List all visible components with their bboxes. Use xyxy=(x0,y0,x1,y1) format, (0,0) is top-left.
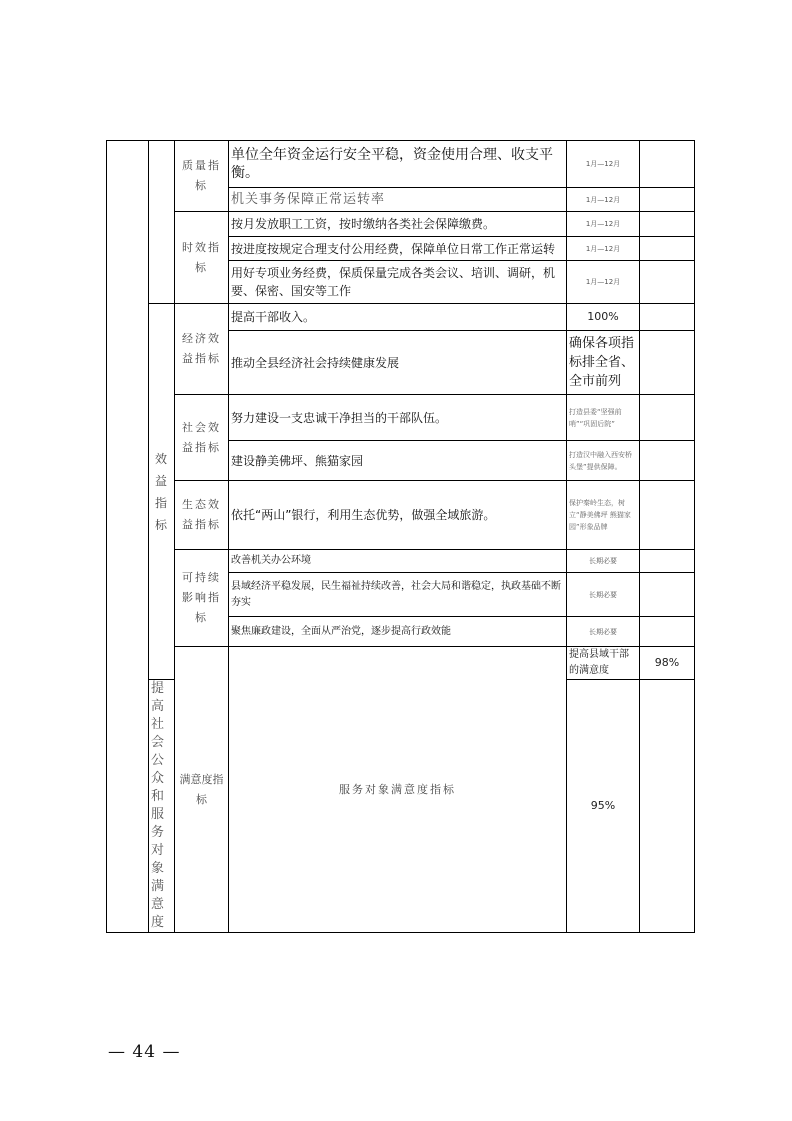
blank-cell xyxy=(640,188,695,212)
blank-cell xyxy=(640,395,695,441)
outer-blank-column xyxy=(107,141,149,933)
indicator-content: 按月发放职工工资，按时缴纳各类社会保障缴费。 xyxy=(229,212,567,237)
indicator-content: 努力建设一支忠诚干净担当的干部队伍。 xyxy=(229,395,567,441)
indicator-value: 长期必要 xyxy=(567,550,640,573)
blank-cell xyxy=(640,481,695,550)
ecological-benefit-label: 生态效益指标 xyxy=(175,481,229,550)
indicator-value: 100% xyxy=(567,304,640,331)
indicator-value: 保护秦岭生态，树立“静美佛坪 熊猫家园”形象品牌 xyxy=(567,481,640,550)
indicator-content: 提高社会公众和服务对象满意度 xyxy=(149,680,175,933)
indicator-value: 1月—12月 xyxy=(567,141,640,188)
table-row xyxy=(107,481,695,550)
blank-cell xyxy=(640,550,695,573)
page-number: — 44 — xyxy=(108,1042,181,1062)
table-row xyxy=(107,647,695,680)
indicator-content: 提高干部收入。 xyxy=(229,304,567,331)
blank-cell xyxy=(640,237,695,261)
blank-cell xyxy=(640,141,695,188)
indicator-content: 建设静美佛坪、熊猫家园 xyxy=(229,441,567,481)
table-row xyxy=(107,395,695,441)
indicator-value: 98% xyxy=(640,647,695,680)
indicator-value: 打造汉中融入西安桥头堡”提供保障。 xyxy=(567,441,640,481)
indicator-value: 95% xyxy=(567,680,640,933)
satisfaction-indicator-label: 满意度指标 xyxy=(175,647,229,933)
indicator-content: 单位全年资金运行安全平稳，资金使用合理、收支平衡。 xyxy=(229,141,567,188)
economic-benefit-label: 经济效益指标 xyxy=(175,304,229,395)
service-satisfaction-label: 服务对象满意度指标 xyxy=(229,647,567,933)
blank-cell xyxy=(640,680,695,933)
blank-cell xyxy=(640,441,695,481)
performance-indicator-table xyxy=(106,140,695,933)
table-row xyxy=(107,550,695,573)
social-benefit-label: 社会效益指标 xyxy=(175,395,229,481)
indicator-value: 1月—12月 xyxy=(567,212,640,237)
quality-indicator-label: 质量指标 xyxy=(175,141,229,212)
indicator-content: 依托“两山”银行，利用生态优势，做强全域旅游。 xyxy=(229,481,567,550)
indicator-content: 按进度按规定合理支付公用经费，保障单位日常工作正常运转 xyxy=(229,237,567,261)
indicator-content: 改善机关办公环境 xyxy=(229,550,567,573)
indicator-value: 打造县委“坚强前哨”“巩固后院” xyxy=(567,395,640,441)
blank-cell xyxy=(640,261,695,304)
blank-cell xyxy=(640,617,695,647)
timeliness-indicator-label: 时效指标 xyxy=(175,212,229,304)
benefit-indicator-label: 效益指标 xyxy=(149,304,175,680)
blank-cell xyxy=(640,212,695,237)
indicator-value: 1月—12月 xyxy=(567,261,640,304)
blank-cell xyxy=(640,304,695,331)
indicator-value: 确保各项指标排全省、全市前列 xyxy=(567,331,640,395)
sustainable-impact-label: 可持续影响指标 xyxy=(175,550,229,647)
indicator-content: 提高县域干部的满意度 xyxy=(567,647,640,680)
indicator-content: 用好专项业务经费，保质保量完成各类会议、培训、调研，机要、保密、国安等工作 xyxy=(229,261,567,304)
table-row xyxy=(107,141,695,188)
blank-cell xyxy=(640,573,695,617)
table-row xyxy=(107,212,695,237)
indicator-value: 长期必要 xyxy=(567,573,640,617)
indicator-content: 聚焦廉政建设，全面从严治党，逐步提高行政效能 xyxy=(229,617,567,647)
output-blank-cell xyxy=(149,141,175,304)
indicator-content: 机关事务保障正常运转率 xyxy=(229,188,567,212)
indicator-value: 1月—12月 xyxy=(567,188,640,212)
table-row xyxy=(107,304,695,331)
indicator-value: 1月—12月 xyxy=(567,237,640,261)
indicator-content: 推动全县经济社会持续健康发展 xyxy=(229,331,567,395)
indicator-value: 长期必要 xyxy=(567,617,640,647)
indicator-content: 县域经济平稳发展，民生福祉持续改善，社会大局和谐稳定，执政基础不断夯实 xyxy=(229,573,567,617)
blank-cell xyxy=(640,331,695,395)
